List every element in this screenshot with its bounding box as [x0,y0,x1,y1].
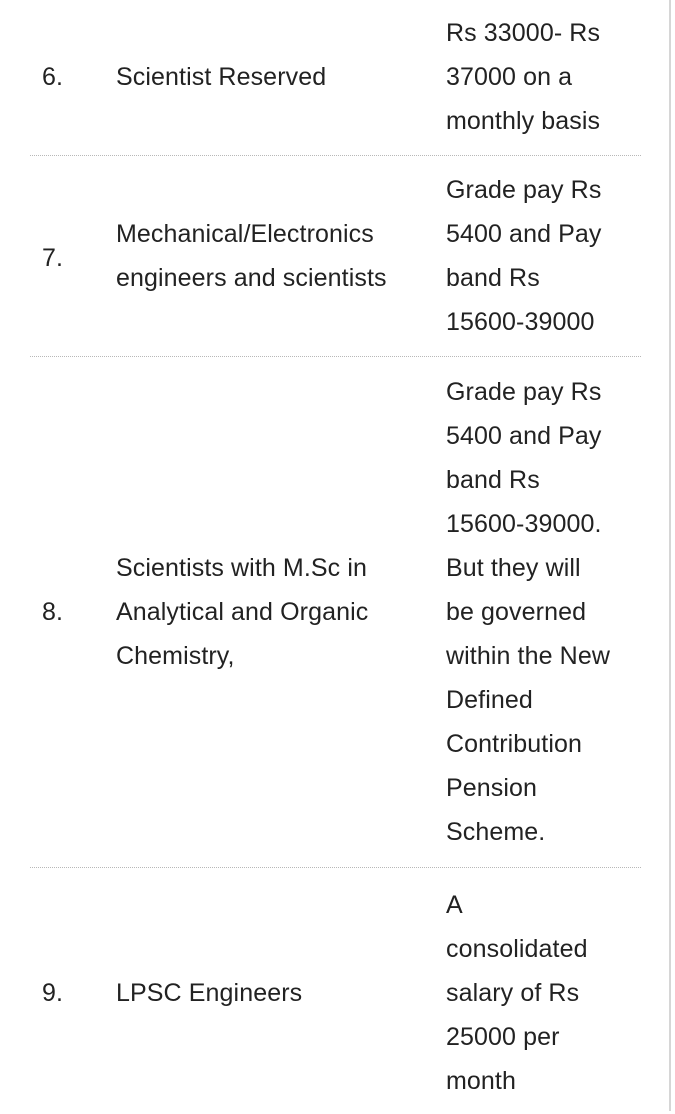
post-name: Mechanical/Electronics engineers and scientists [116,220,387,292]
table-row [30,156,641,357]
salary-details: A consolidated salary of Rs 25000 per month [446,891,588,1095]
post-name: Scientists with M.Sc in Analytical and Organic Chemistry, [116,554,369,670]
row-number: 8. [42,598,64,626]
row-number: 9. [42,979,64,1007]
row-number: 6. [42,63,64,91]
table-row [30,357,641,868]
table-row [30,0,641,156]
post-name: LPSC Engineers [116,979,303,1007]
salary-details: Grade pay Rs 5400 and Pay band Rs 15600-39000. But they will be governed within the New Defined Contribution Pension Scheme. [446,378,610,846]
post-name: Scientist Reserved [116,63,327,91]
scrollbar-track[interactable] [669,0,671,1111]
table-row [30,868,641,1114]
row-number: 7. [42,244,64,272]
salary-details: Rs 33000- Rs 37000 on a monthly basis [446,19,601,135]
salary-details: Grade pay Rs 5400 and Pay band Rs 15600-39000 [446,176,602,336]
page-scrollbar[interactable] [667,0,675,1111]
